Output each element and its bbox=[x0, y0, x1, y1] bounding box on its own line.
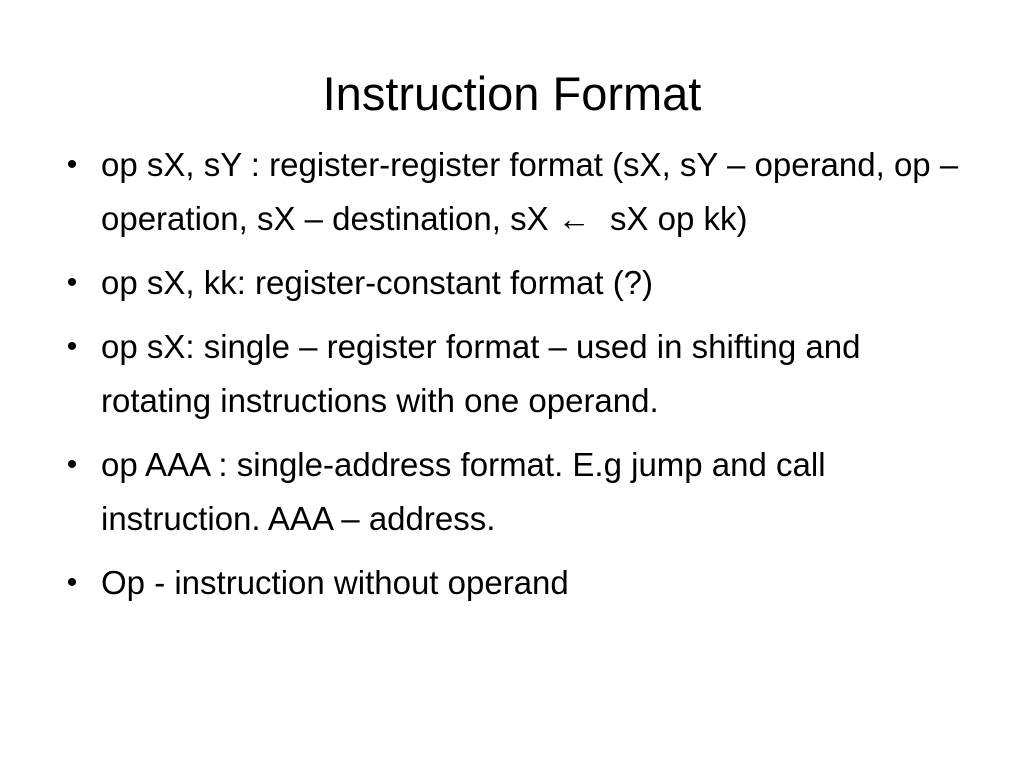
bullet-item bbox=[62, 256, 962, 310]
bullet-dot: • bbox=[66, 448, 78, 481]
bullet-item bbox=[62, 138, 962, 246]
bullet-text: Op - instruction without operand bbox=[101, 564, 569, 601]
bullet-dot: • bbox=[66, 566, 78, 599]
bullet-text: op AAA : single-address format. E.g jump and call instruction. AAA – address. bbox=[101, 446, 826, 537]
bullet-dot: • bbox=[66, 148, 78, 181]
bullet-item bbox=[62, 320, 962, 428]
bullet-text: op sX, kk: register-constant format (?) bbox=[101, 264, 654, 301]
bullet-dot: • bbox=[66, 266, 78, 299]
bullet-item bbox=[62, 438, 962, 546]
left-arrow-icon: ← bbox=[557, 200, 591, 237]
bullet-text: op sX: single – register format – used in shifting and rotating instructions with one operand. bbox=[101, 328, 861, 419]
bullet-dot: • bbox=[66, 330, 78, 363]
bullet-list bbox=[62, 138, 962, 620]
bullet-text: op sX, sY : register-register format (sX, sY – operand, op – operation, sX – destination, sX bbox=[101, 146, 959, 237]
bullet-text-continued: sX op kk) bbox=[609, 200, 748, 237]
slide-title: Instruction Format bbox=[322, 67, 702, 120]
bullet-item bbox=[62, 556, 962, 610]
